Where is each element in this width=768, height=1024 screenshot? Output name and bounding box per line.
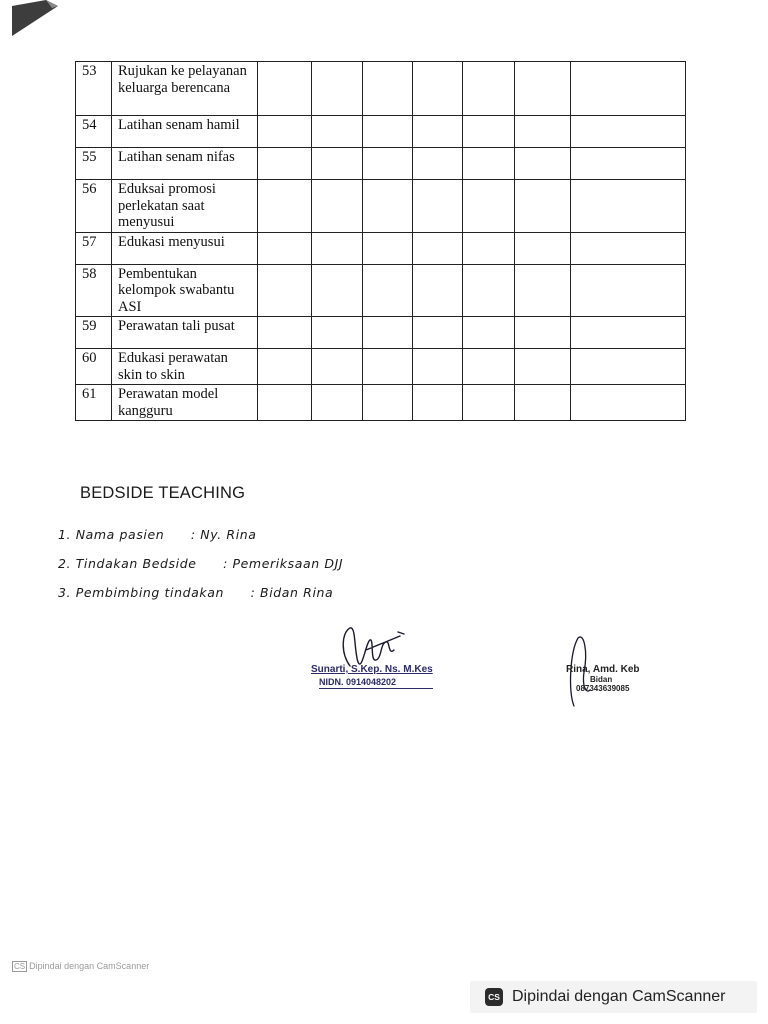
signer-right-role: Bidan: [590, 675, 613, 684]
table-row: [76, 349, 686, 385]
empty-check-cell[interactable]: [463, 116, 515, 148]
signature-left: [311, 664, 433, 689]
empty-check-cell[interactable]: [258, 148, 312, 180]
signer-left-name: Sunarti, S.Kep. Ns. M.Kes: [311, 664, 433, 675]
empty-check-cell[interactable]: [258, 62, 312, 116]
camscanner-logo-icon: CS: [485, 988, 503, 1006]
row-number: 56: [76, 180, 112, 233]
empty-check-cell[interactable]: [258, 385, 312, 421]
row-item: Perawatan model kangguru: [112, 385, 258, 421]
empty-check-cell[interactable]: [463, 148, 515, 180]
empty-check-cell[interactable]: [571, 264, 686, 317]
row-number: 54: [76, 116, 112, 148]
empty-check-cell[interactable]: [363, 317, 413, 349]
empty-check-cell[interactable]: [413, 385, 463, 421]
empty-check-cell[interactable]: [515, 180, 571, 233]
empty-check-cell[interactable]: [363, 62, 413, 116]
empty-check-cell[interactable]: [463, 317, 515, 349]
empty-check-cell[interactable]: [363, 385, 413, 421]
empty-check-cell[interactable]: [515, 232, 571, 264]
empty-check-cell[interactable]: [515, 317, 571, 349]
line-label: 3. Pembimbing tindakan: [58, 585, 225, 600]
empty-check-cell[interactable]: [571, 385, 686, 421]
table-row: [76, 148, 686, 180]
empty-check-cell[interactable]: [258, 349, 312, 385]
empty-check-cell[interactable]: [515, 264, 571, 317]
bedside-line-3: [58, 585, 333, 600]
empty-check-cell[interactable]: [258, 116, 312, 148]
row-item: Latihan senam hamil: [112, 116, 258, 148]
signer-right-name: Rina, Amd. Keb: [566, 664, 640, 675]
bedside-line-1: [58, 527, 257, 542]
checklist-body: [76, 62, 686, 421]
empty-check-cell[interactable]: [515, 62, 571, 116]
empty-check-cell[interactable]: [312, 317, 363, 349]
line-label: 2. Tindakan Bedside: [58, 556, 197, 571]
empty-check-cell[interactable]: [413, 148, 463, 180]
corner-fold-mark: [0, 0, 70, 40]
empty-check-cell[interactable]: [463, 232, 515, 264]
empty-check-cell[interactable]: [258, 180, 312, 233]
camscanner-badge-text: Dipindai dengan CamScanner: [512, 988, 726, 1005]
row-item: Edukasi menyusui: [112, 232, 258, 264]
cs-small-icon: CS: [14, 962, 26, 971]
empty-check-cell[interactable]: [413, 116, 463, 148]
empty-check-cell[interactable]: [571, 116, 686, 148]
table-row: [76, 232, 686, 264]
row-item: Edukasi perawatan skin to skin: [112, 349, 258, 385]
empty-check-cell[interactable]: [363, 264, 413, 317]
empty-check-cell[interactable]: [363, 148, 413, 180]
checklist-table: [75, 61, 686, 421]
empty-check-cell[interactable]: [463, 264, 515, 317]
line-value: Pemeriksaan DJJ: [232, 556, 344, 571]
empty-check-cell[interactable]: [571, 148, 686, 180]
empty-check-cell[interactable]: [413, 62, 463, 116]
empty-check-cell[interactable]: [258, 232, 312, 264]
signature-right: [566, 664, 640, 693]
row-item: Perawatan tali pusat: [112, 317, 258, 349]
table-row: [76, 62, 686, 116]
signer-right-phone: 087343639085: [576, 684, 630, 693]
empty-check-cell[interactable]: [413, 232, 463, 264]
empty-check-cell[interactable]: [571, 349, 686, 385]
row-number: 60: [76, 349, 112, 385]
signer-left-id: NIDN. 0914048202: [319, 677, 433, 689]
empty-check-cell[interactable]: [258, 264, 312, 317]
line-value: Bidan Rina: [260, 585, 334, 600]
table-row: [76, 385, 686, 421]
empty-check-cell[interactable]: [463, 349, 515, 385]
empty-check-cell[interactable]: [571, 317, 686, 349]
empty-check-cell[interactable]: [312, 62, 363, 116]
empty-check-cell[interactable]: [312, 116, 363, 148]
empty-check-cell[interactable]: [571, 232, 686, 264]
section-title: BEDSIDE TEACHING: [80, 484, 246, 502]
row-item: Latihan senam nifas: [112, 148, 258, 180]
bedside-line-2: [58, 556, 343, 571]
empty-check-cell[interactable]: [413, 180, 463, 233]
empty-check-cell[interactable]: [258, 317, 312, 349]
empty-check-cell[interactable]: [413, 317, 463, 349]
row-number: 59: [76, 317, 112, 349]
empty-check-cell[interactable]: [515, 349, 571, 385]
empty-check-cell[interactable]: [571, 180, 686, 233]
row-number: 58: [76, 264, 112, 317]
row-item: Rujukan ke pelayanan keluarga berencana: [112, 62, 258, 116]
empty-check-cell[interactable]: [363, 232, 413, 264]
empty-check-cell[interactable]: [312, 180, 363, 233]
empty-check-cell[interactable]: [312, 148, 363, 180]
empty-check-cell[interactable]: [515, 148, 571, 180]
row-item: Pembentukan kelompok swabantu ASI: [112, 264, 258, 317]
scan-watermark-text: Dipindai dengan CamScanner: [29, 961, 150, 971]
table-row: [76, 116, 686, 148]
line-sep: :: [190, 527, 196, 542]
line-sep: :: [250, 585, 256, 600]
table-row: [76, 264, 686, 317]
line-sep: :: [223, 556, 228, 571]
line-label: 1. Nama pasien: [58, 527, 165, 542]
empty-check-cell[interactable]: [463, 180, 515, 233]
empty-check-cell[interactable]: [515, 116, 571, 148]
empty-check-cell[interactable]: [363, 349, 413, 385]
row-number: 57: [76, 232, 112, 264]
empty-check-cell[interactable]: [463, 385, 515, 421]
table-row: [76, 317, 686, 349]
row-item: Eduksai promosi perlekatan saat menyusui: [112, 180, 258, 233]
empty-check-cell[interactable]: [312, 232, 363, 264]
empty-check-cell[interactable]: [413, 264, 463, 317]
empty-check-cell[interactable]: [515, 385, 571, 421]
row-number: 53: [76, 62, 112, 116]
line-value: Ny. Rina: [200, 527, 257, 542]
row-number: 55: [76, 148, 112, 180]
empty-check-cell[interactable]: [312, 385, 363, 421]
row-number: 61: [76, 385, 112, 421]
camscanner-badge: [470, 981, 757, 1013]
empty-check-cell[interactable]: [363, 180, 413, 233]
empty-check-cell[interactable]: [413, 349, 463, 385]
empty-check-cell[interactable]: [363, 116, 413, 148]
table-row: [76, 180, 686, 233]
empty-check-cell[interactable]: [571, 62, 686, 116]
empty-check-cell[interactable]: [312, 349, 363, 385]
empty-check-cell[interactable]: [463, 62, 515, 116]
scan-watermark-small: [12, 961, 149, 971]
empty-check-cell[interactable]: [312, 264, 363, 317]
